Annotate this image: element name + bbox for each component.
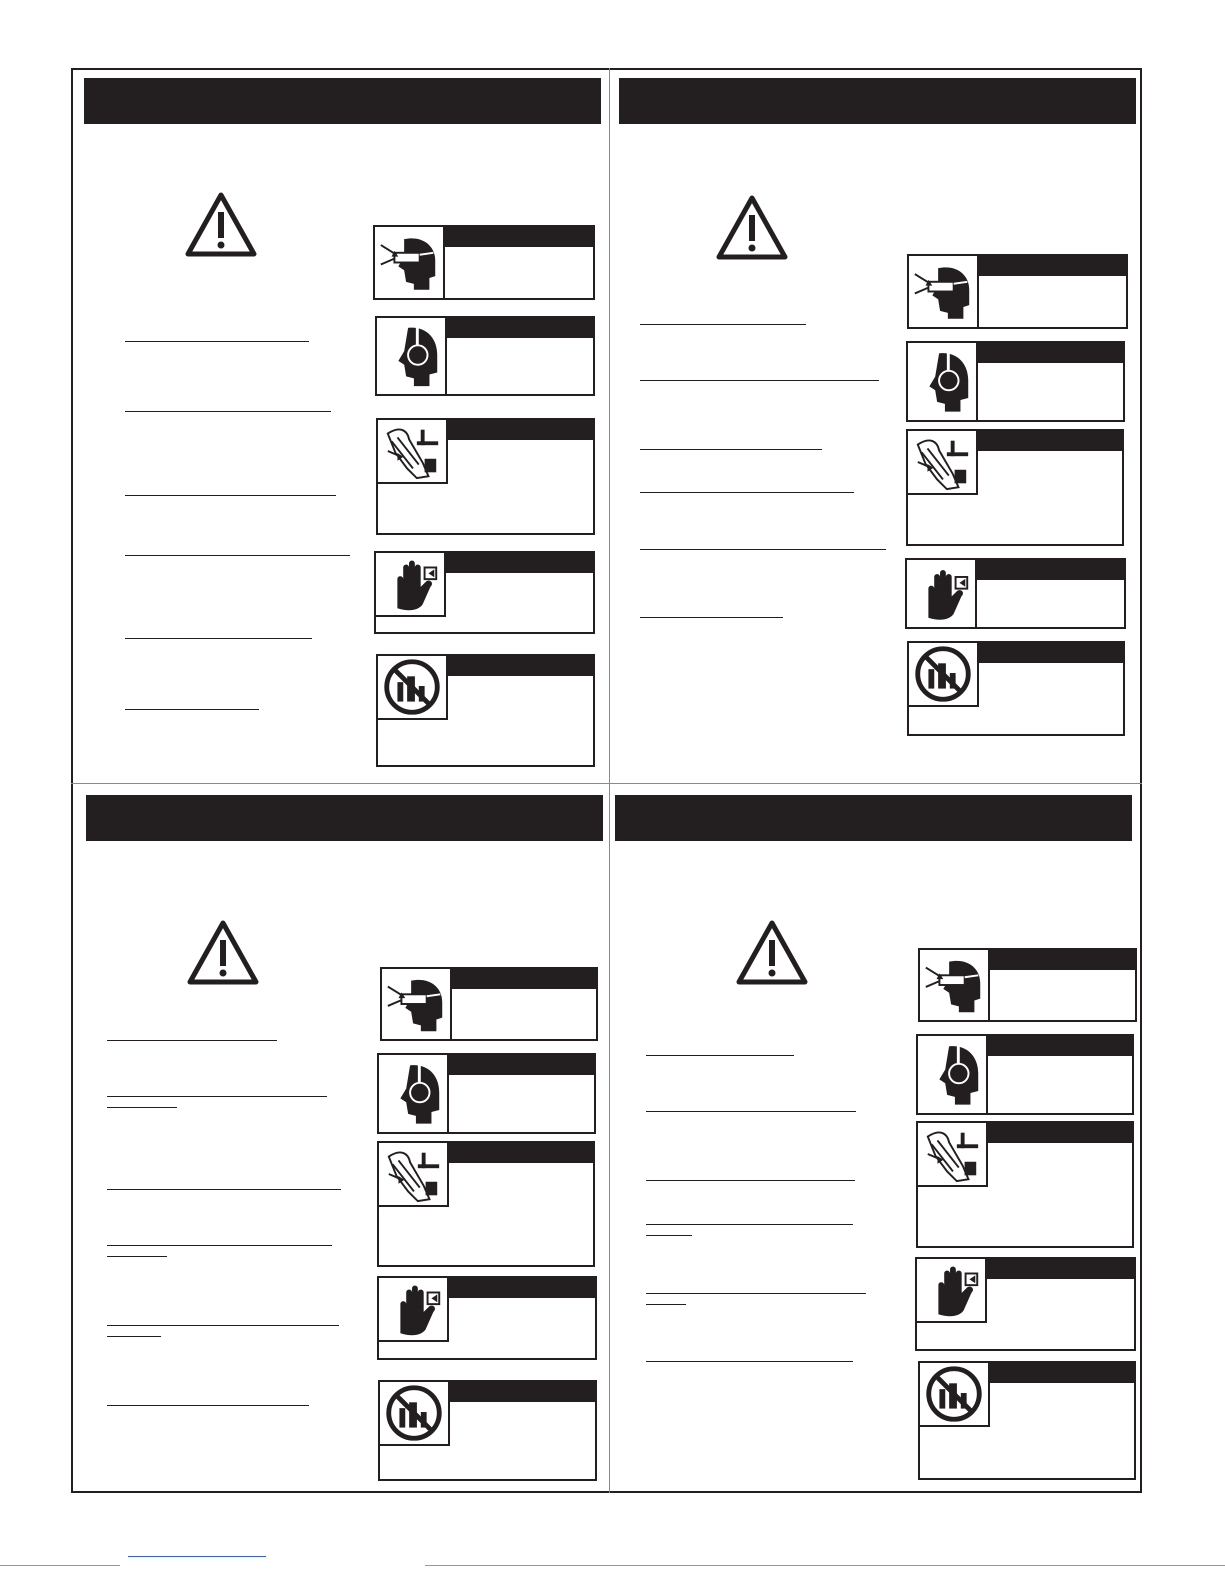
safety-label-stop: [377, 1276, 597, 1360]
safety-label-ear: [906, 341, 1125, 422]
safety-label-stop: [915, 1257, 1136, 1351]
hand-injury-icon: [908, 431, 978, 495]
label-header-bar: [988, 1123, 1132, 1143]
text-rule: [107, 1245, 332, 1246]
safety-label-hand: [916, 1121, 1134, 1248]
text-rule: [107, 1189, 341, 1190]
label-header-bar: [452, 969, 596, 989]
label-header-bar: [979, 256, 1126, 276]
label-header-bar: [446, 553, 593, 573]
text-rule: [125, 411, 331, 412]
footer-link-underline[interactable]: [128, 1556, 266, 1557]
text-rule: [125, 638, 312, 639]
safety-glasses-icon: [920, 950, 990, 1020]
label-header-bar: [448, 420, 593, 440]
safety-label-prohibit: [376, 654, 595, 767]
safety-label-stop: [905, 558, 1126, 629]
safety-label-ear: [377, 1053, 596, 1134]
safety-label-eye: [380, 967, 598, 1041]
text-rule: [640, 449, 822, 450]
safety-label-hand: [906, 429, 1124, 546]
hand-injury-icon: [918, 1123, 988, 1187]
text-rule: [640, 617, 783, 618]
label-header-bar: [987, 1259, 1134, 1279]
footer-rule: [425, 1565, 1225, 1566]
label-header-bar: [979, 643, 1123, 663]
safety-label-eye: [918, 948, 1137, 1022]
text-rule: [640, 380, 879, 381]
safety-glasses-icon: [909, 256, 979, 327]
label-header-bar: [990, 950, 1135, 970]
text-rule: [646, 1180, 855, 1181]
text-rule: [107, 1040, 277, 1041]
stop-hand-icon: [917, 1259, 987, 1323]
safety-label-prohibit: [378, 1380, 597, 1481]
text-rule: [640, 549, 886, 550]
horizontal-divider: [71, 783, 1142, 784]
no-touch-prohibited-icon: [380, 1382, 450, 1446]
no-touch-prohibited-icon: [920, 1363, 990, 1427]
label-header-bar: [988, 1036, 1132, 1056]
text-rule: [125, 495, 336, 496]
hearing-protection-icon: [377, 318, 447, 394]
label-header-bar: [445, 227, 593, 247]
text-rule: [640, 492, 854, 493]
stop-hand-icon: [907, 560, 977, 627]
text-rule: [107, 1107, 177, 1108]
label-header-bar: [450, 1382, 595, 1402]
safety-label-hand: [377, 1141, 595, 1267]
warning-triangle-icon: [185, 192, 257, 258]
no-touch-prohibited-icon: [909, 643, 979, 707]
label-header-bar: [978, 431, 1122, 451]
label-header-bar: [978, 343, 1123, 363]
safety-label-prohibit: [907, 641, 1125, 736]
text-rule: [125, 709, 259, 710]
section-heading: [619, 78, 1136, 124]
text-rule: [107, 1336, 161, 1337]
label-header-bar: [449, 1278, 595, 1298]
text-rule: [646, 1055, 794, 1056]
text-rule: [107, 1405, 309, 1406]
text-rule: [107, 1096, 327, 1097]
text-rule: [646, 1361, 853, 1362]
safety-glasses-icon: [375, 227, 445, 298]
text-rule: [125, 341, 309, 342]
text-rule: [640, 324, 806, 325]
text-rule: [125, 555, 350, 556]
hand-injury-icon: [378, 420, 448, 484]
safety-glasses-icon: [382, 969, 452, 1039]
text-rule: [107, 1325, 339, 1326]
safety-label-eye: [373, 225, 595, 300]
safety-label-ear: [375, 316, 595, 396]
safety-label-hand: [376, 418, 595, 535]
text-rule: [646, 1111, 856, 1112]
hearing-protection-icon: [379, 1055, 449, 1132]
label-header-bar: [977, 560, 1124, 580]
warning-triangle-icon: [716, 195, 788, 261]
no-touch-prohibited-icon: [378, 656, 448, 720]
text-rule: [107, 1256, 167, 1257]
label-header-bar: [447, 318, 593, 338]
hand-injury-icon: [379, 1143, 449, 1207]
hearing-protection-icon: [908, 343, 978, 420]
text-rule: [646, 1235, 692, 1236]
warning-triangle-icon: [736, 920, 808, 986]
footer-rule: [0, 1565, 120, 1566]
text-rule: [646, 1224, 853, 1225]
safety-label-eye: [907, 254, 1128, 329]
section-heading: [615, 795, 1132, 841]
section-heading: [84, 78, 601, 124]
safety-label-stop: [374, 551, 595, 634]
vertical-divider: [609, 68, 610, 1493]
hearing-protection-icon: [918, 1036, 988, 1113]
label-header-bar: [449, 1055, 594, 1075]
stop-hand-icon: [379, 1278, 449, 1342]
warning-triangle-icon: [187, 920, 259, 986]
stop-hand-icon: [376, 553, 446, 617]
label-header-bar: [449, 1143, 593, 1163]
label-header-bar: [990, 1363, 1134, 1383]
text-rule: [646, 1304, 686, 1305]
text-rule: [646, 1293, 866, 1294]
safety-label-prohibit: [918, 1361, 1136, 1480]
safety-label-ear: [916, 1034, 1134, 1115]
label-header-bar: [448, 656, 593, 676]
section-heading: [86, 795, 603, 841]
